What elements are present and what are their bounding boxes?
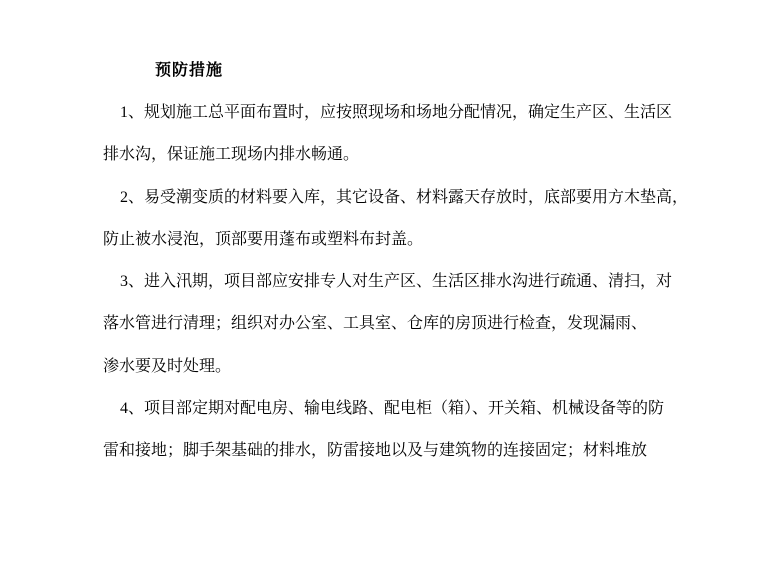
paragraph-3-line-1: 3、进入汛期，项目部应安排专人对生产区、生活区排水沟进行疏通、清扫，对	[120, 273, 673, 291]
paragraph-1-line-1: 1、规划施工总平面布置时，应按照现场和场地分配情况，确定生产区、生活区	[120, 104, 673, 121]
paragraph-1-line-2: 排水沟，保证施工现场内排水畅通。	[103, 146, 360, 164]
document-body	[103, 50, 689, 473]
paragraph-4-line-1: 4、项目部定期对配电房、输电线路、配电柜（箱）、开关箱、机械设备等的防	[120, 400, 665, 418]
paragraph-4-line-2: 雷和接地；脚手架基础的排水，防雷接地以及与建筑物的连接固定；材料堆放	[103, 442, 648, 460]
paragraph-3-line-3: 渗水要及时处理。	[103, 357, 232, 375]
paragraph-3-line-2: 落水管进行清理；组织对办公室、工具室、仓库的房顶进行检查，发现漏雨、	[103, 315, 648, 333]
paragraph-2-line-2: 防止被水浸泡，顶部要用蓬布或塑料布封盖。	[103, 230, 424, 248]
paragraph-2-line-1: 2、易受潮变质的材料要入库，其它设备、材料露天存放时，底部要用方木垫高，	[120, 188, 689, 206]
document-title: 预防措施	[155, 62, 224, 79]
